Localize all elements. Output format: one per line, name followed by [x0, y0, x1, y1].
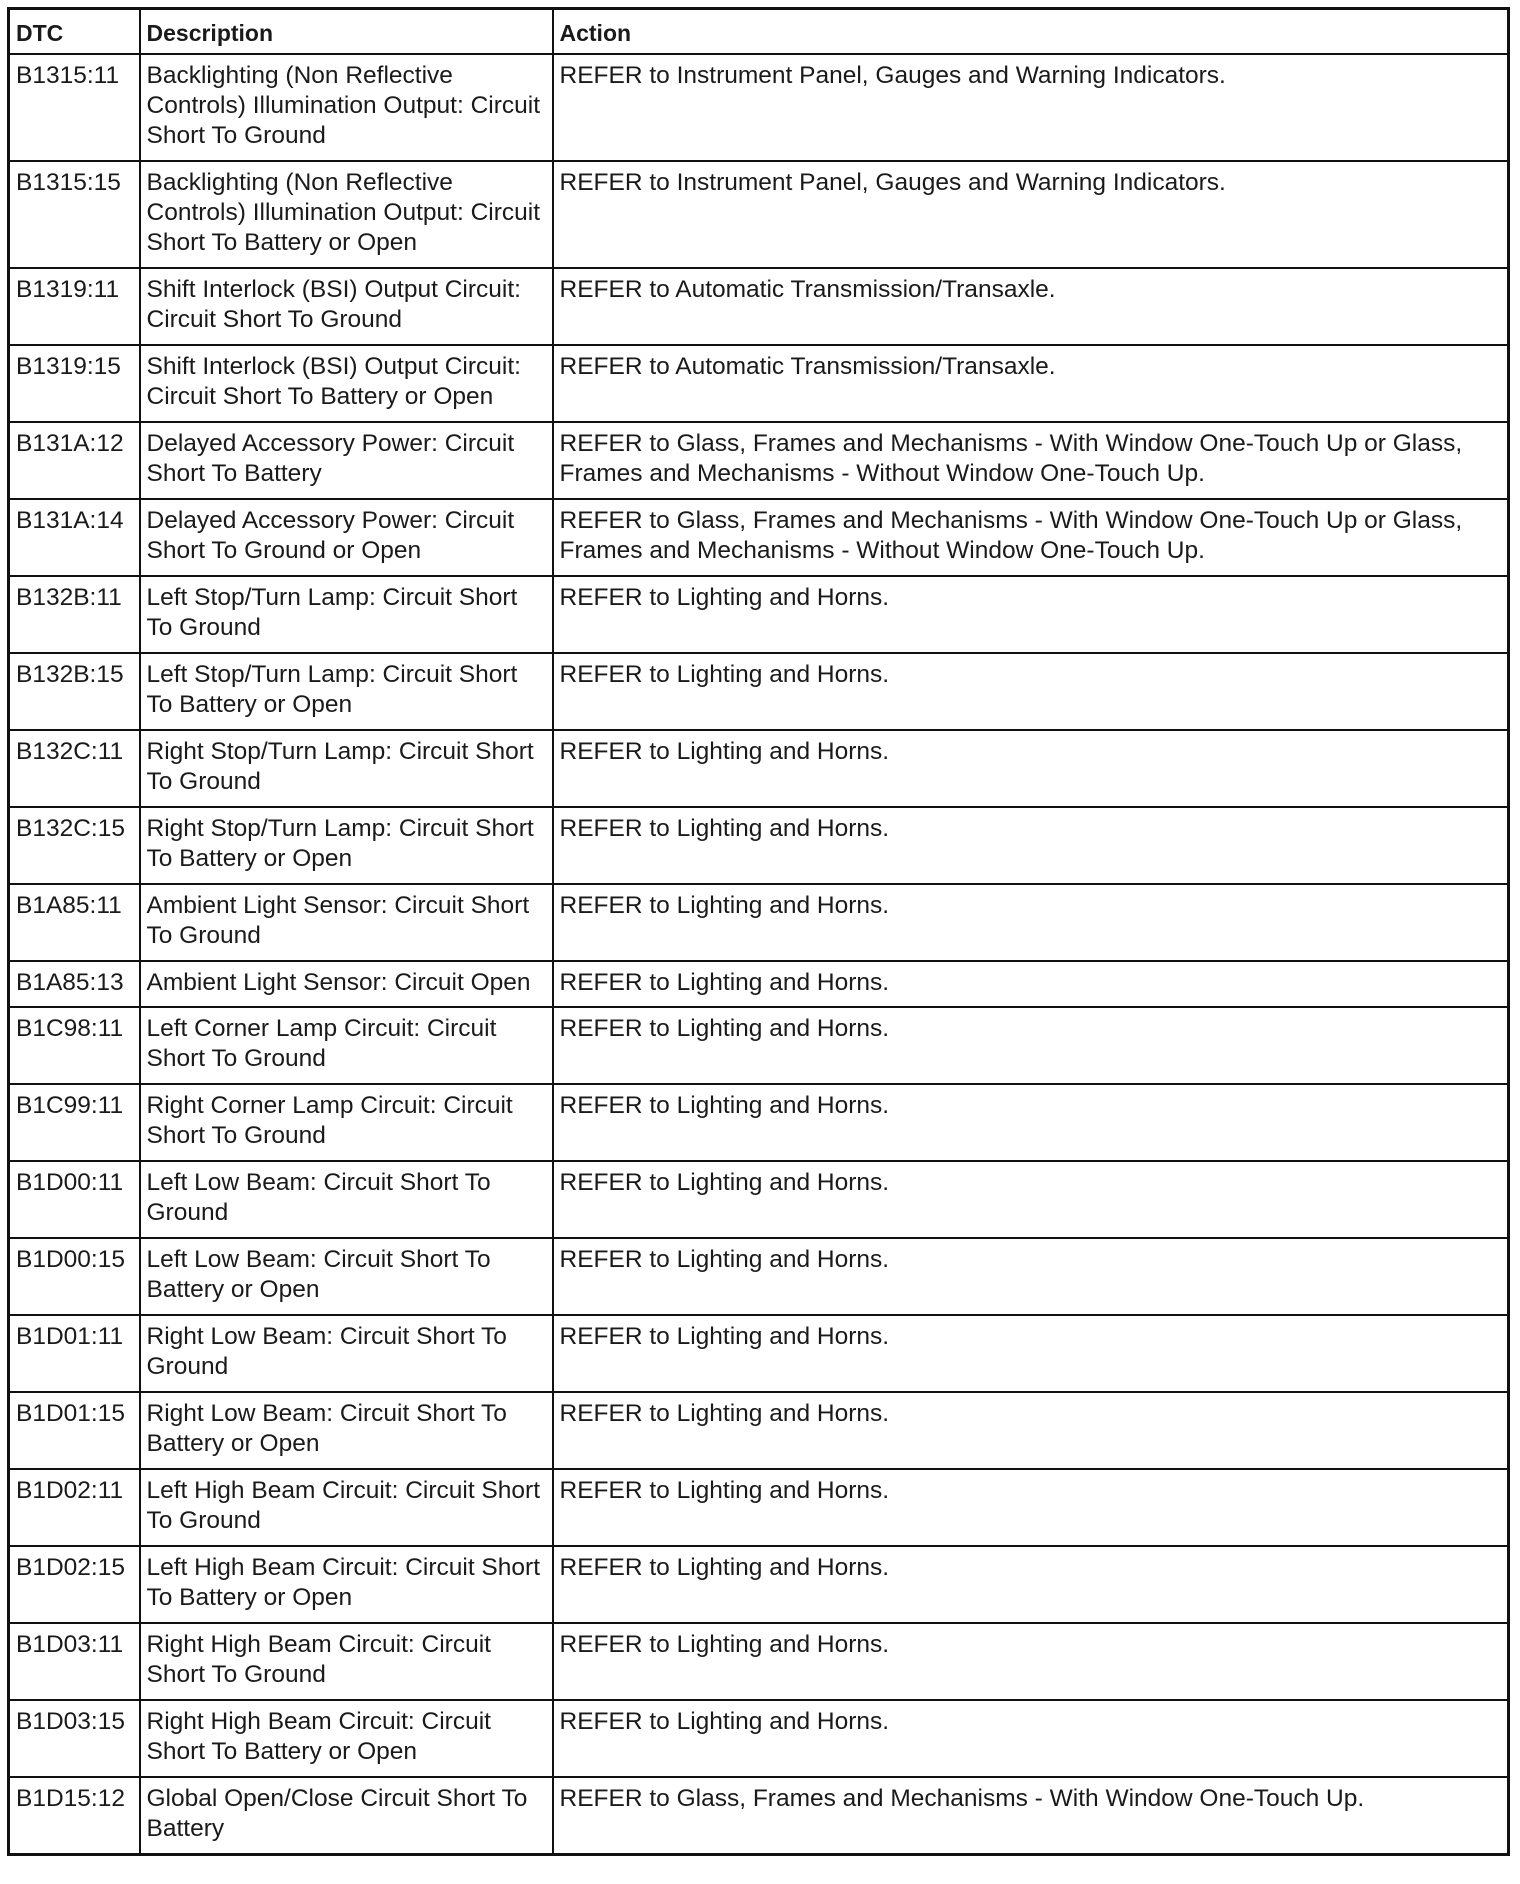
table-row [9, 884, 1509, 961]
dtc-code: B1D03:15 [9, 1700, 140, 1777]
dtc-code: B1315:15 [9, 161, 140, 268]
table-row [9, 961, 1509, 1007]
dtc-code: B1315:11 [9, 54, 140, 161]
dtc-table [7, 7, 1510, 1856]
dtc-action: REFER to Lighting and Horns. [553, 576, 1509, 653]
dtc-code: B1D15:12 [9, 1777, 140, 1855]
dtc-code: B132B:11 [9, 576, 140, 653]
dtc-description: Shift Interlock (BSI) Output Circuit: Circuit Short To Battery or Open [140, 345, 553, 422]
dtc-code: B1D02:11 [9, 1469, 140, 1546]
dtc-action: REFER to Automatic Transmission/Transaxle. [553, 268, 1509, 345]
table-row [9, 54, 1509, 161]
dtc-code: B1C98:11 [9, 1007, 140, 1084]
dtc-code: B132C:15 [9, 807, 140, 884]
dtc-code: B1C99:11 [9, 1084, 140, 1161]
table-row [9, 1469, 1509, 1546]
table-row [9, 1777, 1509, 1855]
dtc-description: Global Open/Close Circuit Short To Battery [140, 1777, 553, 1855]
table-row [9, 730, 1509, 807]
dtc-action: REFER to Lighting and Horns. [553, 1007, 1509, 1084]
table-row [9, 1161, 1509, 1238]
dtc-action: REFER to Lighting and Horns. [553, 1623, 1509, 1700]
table-row [9, 1084, 1509, 1161]
dtc-description: Left Low Beam: Circuit Short To Battery or Open [140, 1238, 553, 1315]
dtc-code: B1D01:15 [9, 1392, 140, 1469]
dtc-description: Left Low Beam: Circuit Short To Ground [140, 1161, 553, 1238]
table-row [9, 161, 1509, 268]
dtc-action: REFER to Instrument Panel, Gauges and Warning Indicators. [553, 54, 1509, 161]
header-dtc: DTC [9, 9, 140, 55]
dtc-code: B1319:15 [9, 345, 140, 422]
header-action: Action [553, 9, 1509, 55]
table-row [9, 268, 1509, 345]
dtc-code: B1D02:15 [9, 1546, 140, 1623]
table-row [9, 1238, 1509, 1315]
dtc-action: REFER to Lighting and Horns. [553, 1392, 1509, 1469]
dtc-action: REFER to Lighting and Horns. [553, 1546, 1509, 1623]
table-row [9, 1623, 1509, 1700]
dtc-action: REFER to Lighting and Horns. [553, 884, 1509, 961]
dtc-description: Ambient Light Sensor: Circuit Short To Ground [140, 884, 553, 961]
dtc-description: Left Stop/Turn Lamp: Circuit Short To Ground [140, 576, 553, 653]
dtc-action: REFER to Glass, Frames and Mechanisms - With Window One-Touch Up or Glass, Frames and Mechanisms - Without Window One-Touch Up. [553, 422, 1509, 499]
table-row [9, 422, 1509, 499]
dtc-action: REFER to Instrument Panel, Gauges and Warning Indicators. [553, 161, 1509, 268]
table-header-row [9, 9, 1509, 55]
table-row [9, 499, 1509, 576]
dtc-description: Right High Beam Circuit: Circuit Short To Battery or Open [140, 1700, 553, 1777]
dtc-action: REFER to Lighting and Horns. [553, 1161, 1509, 1238]
dtc-action: REFER to Automatic Transmission/Transaxle. [553, 345, 1509, 422]
dtc-description: Right High Beam Circuit: Circuit Short To Ground [140, 1623, 553, 1700]
dtc-action: REFER to Lighting and Horns. [553, 1469, 1509, 1546]
dtc-code: B131A:12 [9, 422, 140, 499]
dtc-code: B1D01:11 [9, 1315, 140, 1392]
dtc-description: Left High Beam Circuit: Circuit Short To Battery or Open [140, 1546, 553, 1623]
dtc-action: REFER to Lighting and Horns. [553, 1084, 1509, 1161]
dtc-action: REFER to Glass, Frames and Mechanisms - With Window One-Touch Up. [553, 1777, 1509, 1855]
dtc-description: Backlighting (Non Reflective Controls) Illumination Output: Circuit Short To Ground [140, 54, 553, 161]
dtc-code: B1D00:15 [9, 1238, 140, 1315]
dtc-description: Delayed Accessory Power: Circuit Short To Battery [140, 422, 553, 499]
dtc-code: B132C:11 [9, 730, 140, 807]
dtc-code: B132B:15 [9, 653, 140, 730]
dtc-code: B1319:11 [9, 268, 140, 345]
table-row [9, 653, 1509, 730]
dtc-description: Left Corner Lamp Circuit: Circuit Short To Ground [140, 1007, 553, 1084]
dtc-description: Right Low Beam: Circuit Short To Battery or Open [140, 1392, 553, 1469]
table-row [9, 576, 1509, 653]
dtc-description: Backlighting (Non Reflective Controls) Illumination Output: Circuit Short To Battery or Open [140, 161, 553, 268]
dtc-code: B131A:14 [9, 499, 140, 576]
dtc-code: B1D03:11 [9, 1623, 140, 1700]
table-row [9, 1546, 1509, 1623]
dtc-action: REFER to Lighting and Horns. [553, 961, 1509, 1007]
dtc-action: REFER to Lighting and Horns. [553, 807, 1509, 884]
table-row [9, 345, 1509, 422]
dtc-description: Right Stop/Turn Lamp: Circuit Short To Ground [140, 730, 553, 807]
dtc-description: Delayed Accessory Power: Circuit Short To Ground or Open [140, 499, 553, 576]
dtc-code: B1D00:11 [9, 1161, 140, 1238]
dtc-description: Shift Interlock (BSI) Output Circuit: Circuit Short To Ground [140, 268, 553, 345]
table-row [9, 807, 1509, 884]
dtc-description: Right Low Beam: Circuit Short To Ground [140, 1315, 553, 1392]
dtc-action: REFER to Lighting and Horns. [553, 1315, 1509, 1392]
dtc-description: Ambient Light Sensor: Circuit Open [140, 961, 553, 1007]
header-description: Description [140, 9, 553, 55]
dtc-action: REFER to Lighting and Horns. [553, 730, 1509, 807]
dtc-code: B1A85:11 [9, 884, 140, 961]
dtc-action: REFER to Lighting and Horns. [553, 653, 1509, 730]
table-row [9, 1392, 1509, 1469]
dtc-description: Right Stop/Turn Lamp: Circuit Short To Battery or Open [140, 807, 553, 884]
dtc-description: Left Stop/Turn Lamp: Circuit Short To Battery or Open [140, 653, 553, 730]
dtc-action: REFER to Lighting and Horns. [553, 1700, 1509, 1777]
dtc-action: REFER to Glass, Frames and Mechanisms - With Window One-Touch Up or Glass, Frames and Mechanisms - Without Window One-Touch Up. [553, 499, 1509, 576]
table-row [9, 1315, 1509, 1392]
dtc-description: Right Corner Lamp Circuit: Circuit Short To Ground [140, 1084, 553, 1161]
dtc-code: B1A85:13 [9, 961, 140, 1007]
table-row [9, 1700, 1509, 1777]
table-row [9, 1007, 1509, 1084]
dtc-action: REFER to Lighting and Horns. [553, 1238, 1509, 1315]
dtc-description: Left High Beam Circuit: Circuit Short To Ground [140, 1469, 553, 1546]
